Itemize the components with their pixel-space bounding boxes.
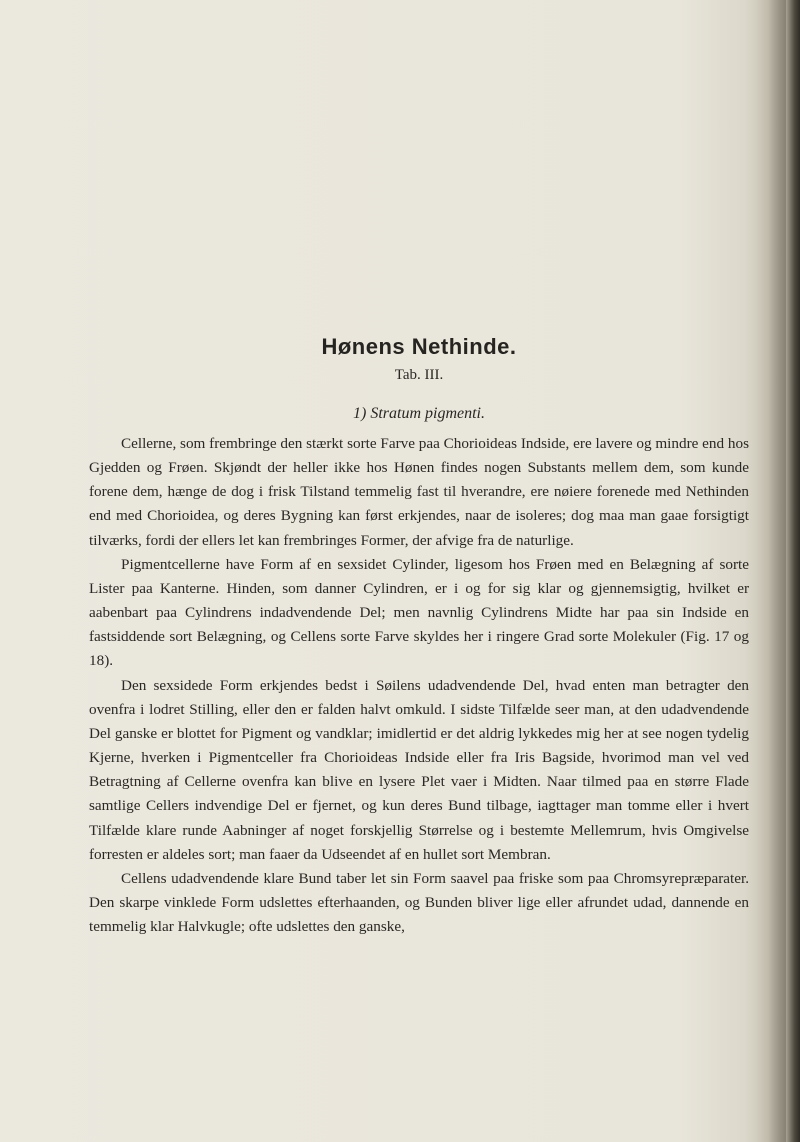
page-title: Hønens Nethinde.	[321, 334, 517, 359]
paragraph-4: Cellens udadvendende klare Bund taber let sin Form saavel paa friske som paa Chromsyrepræparater. Den skarpe vinklede Form udslettes efterhaanden, og Bunden bliver lige eller afrundet udad, dannende en temmelig klar Halvkugle; ofte udslettes den ganske,	[89, 869, 749, 936]
book-spine-edge	[786, 0, 800, 1142]
page-content	[89, 332, 749, 939]
plate-reference: Tab. III.	[394, 367, 444, 383]
page-gutter-shadow	[756, 0, 786, 1142]
paragraph-1: Cellerne, som frembringe den stærkt sorte Farve paa Chorioideas Indside, ere lavere og mindre end hos Gjedden og Frøen. Skjøndt der heller ikke hos Hønen findes nogen Substants mellem dem, som kunde forene dem, hænge de dog i frisk Tilstand temmelig fast til hverandre, ere nøiere forenede med Nethinden end med Chorioidea, og deres Bygning kan først erkjendes, naar de isoleres; dog maa man gaae forsigtigt tilværks, fordi der ellers let kan frembringes Former, der afvige fra de naturlige.	[89, 435, 749, 549]
paragraph-2: Pigmentcellerne have Form af en sexsidet Cylinder, ligesom hos Frøen med en Belægning af sorte Lister paa Kanterne. Hinden, som danner Cylindren, er i og for sig klar og gjennemsigtig, hvilket er aabenbart paa Cylindrens indadvendende Del; men navnlig Cylindrens Midte har paa sin Indside en fastsiddende sort Belægning, og Cellens sorte Farve skyldes her i ringere Grad sorte Molekuler (Fig. 17 og 18).	[89, 555, 749, 670]
section-heading: 1) Stratum pigmenti.	[353, 405, 485, 422]
paragraph-3: Den sexsidede Form erkjendes bedst i Søilens udadvendende Del, hvad enten man betragter den ovenfra i lodret Stilling, eller den er falden halvt omkuld. I sidste Tilfælde seer man, at den udadvendende Del ganske er blottet for Pigment og vandklar; imidlertid er det aldrig lykkedes mig her at see nogen tydelig Kjerne, hverken i Pigmentceller fra Chorioideas Indside eller fra Iris Bagside, hvorimod man vel ved Betragtning af Cellerne ovenfra kan blive en lysere Plet vaer i Midten. Naar tilmed paa en større Flade samtlige Cellers indvendige Del er fjernet, og kun deres Bund tilbage, iagttager man tomme eller i hvert Tilfælde klare runde Aabninger af noget forskjellig Størrelse og i bestemte Mellemrum, hvis Omgivelse forresten er aldeles sort; man faaer da Udseendet af en hullet sort Membran.	[89, 676, 749, 863]
